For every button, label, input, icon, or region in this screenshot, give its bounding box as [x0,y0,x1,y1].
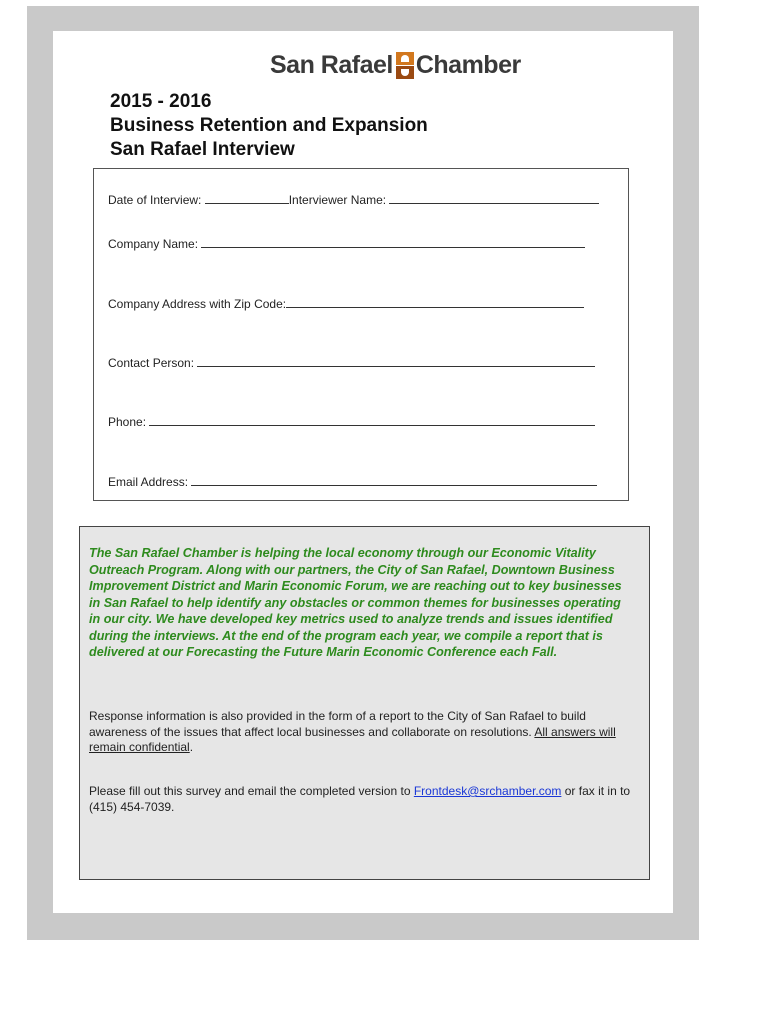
interviewer-field[interactable] [389,193,599,204]
company-row [108,237,585,251]
fill-prefix: Please fill out this survey and email the completed version to [89,784,414,798]
contact-field[interactable] [197,356,595,367]
email-label: Email Address: [108,475,189,489]
title-interview: San Rafael Interview [110,139,295,160]
submission-instructions [89,784,634,815]
date-label: Date of Interview: [108,193,202,207]
phone-label: Phone: [108,415,147,429]
date-interviewer-row [108,193,599,207]
contact-row [108,356,595,370]
page-title [110,90,428,162]
logo-mark-icon [396,52,414,79]
confidential-text: All answers will remain confidential [89,724,616,754]
fill-suffix: or fax it in to (415) 454-7039. [89,784,631,814]
address-field[interactable] [286,297,584,308]
interview-form-box [93,168,629,501]
title-program: Business Retention and Expansion [110,115,428,136]
contact-label: Contact Person: [108,356,195,370]
chamber-logo [270,50,521,80]
response-text: Response information is also provided in the form of a report to the City of San Rafael to build awareness of the issues that affect local businesses and collaborate on resolutions. [89,709,586,739]
logo-text-left: San Rafael [270,50,393,79]
interviewer-label: Interviewer Name: [288,193,387,207]
response-info-text [89,709,629,756]
email-link[interactable]: Frontdesk@srchamber.com [413,784,562,798]
email-field[interactable] [191,475,597,486]
address-row [108,297,584,311]
program-intro-text: The San Rafael Chamber is helping the local economy through our Economic Vitality Outreach Program. Along with our partners, the City of San Rafael, Downtown Business Improvement District and Marin Economic Forum, we are reaching out to key businesses in San Rafael to help identify any obstacles or common themes for businesses operating in our city. We have developed key metrics used to analyze trends and issues identified during the interviews. At the end of the program each year, we compile a report that is delivered at our Forecasting the Future Marin Economic Conference each Fall. [89,546,622,659]
title-year: 2015 - 2016 [110,91,212,112]
email-row [108,475,597,489]
response-period: . [189,740,194,754]
logo-text-right: Chamber [415,50,521,79]
company-label: Company Name: [108,237,199,251]
date-field[interactable] [205,193,289,204]
phone-field[interactable] [149,415,595,426]
address-label: Company Address with Zip Code: [108,297,287,311]
company-field[interactable] [201,237,585,248]
phone-row [108,415,595,429]
